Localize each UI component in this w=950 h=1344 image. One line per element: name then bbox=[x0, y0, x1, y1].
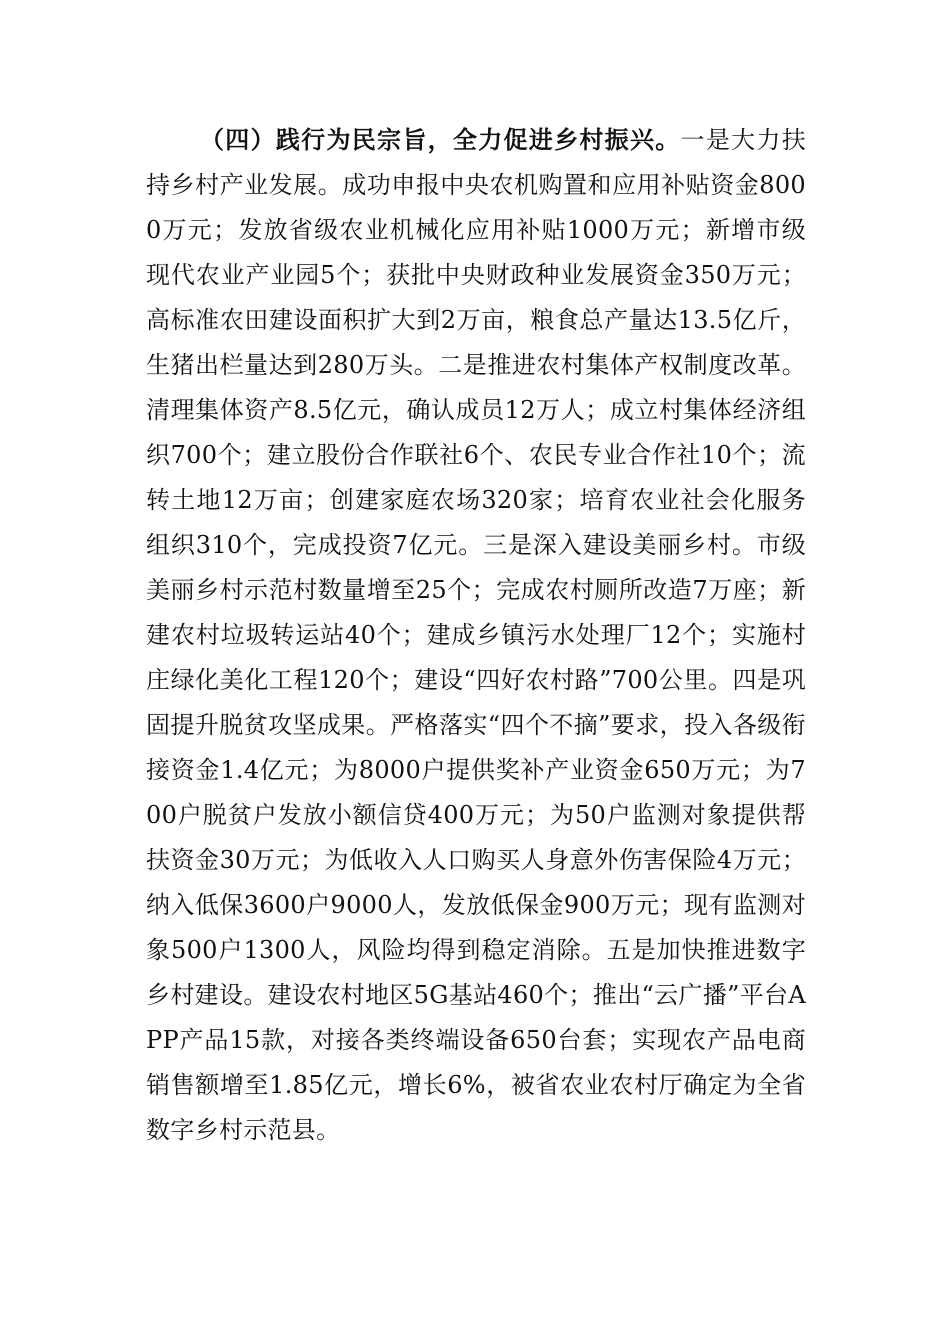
body-paragraph bbox=[146, 117, 806, 1153]
section-heading: （四）践行为民宗旨，全力促进乡村振兴。 bbox=[200, 125, 681, 154]
paragraph-text: 一是大力扶持乡村产业发展。成功申报中央农机购置和应用补贴资金8000万元；发放省级农业机械化应用补贴1000万元；新增市级现代农业产业园5个；获批中央财政种业发展资金350万元；高标准农田建设面积扩大到2万亩，粮食总产量达13.5亿斤，生猪出栏量达到280万头。二是推进农村集体产权制度改革。清理集体资产8.5亿元，确认成员12万人；成立村集体经济组织700个；建立股份合作联社6个、农民专业合作社10个；流转土地12万亩；创建家庭农场320家；培育农业社会化服务组织310个，完成投资7亿元。三是深入建设美丽乡村。市级美丽乡村示范村数量增至25个；完成农村厕所改造7万座；新建农村垃圾转运站40个；建成乡镇污水处理厂12个；实施村庄绿化美化工程120个；建设“四好农村路”700公里。四是巩固提升脱贫攻坚成果。严格落实“四个不摘”要求，投入各级衔接资金1.4亿元；为8000户提供奖补产业资金650万元；为700户脱贫户发放小额信贷400万元；为50户监测对象提供帮扶资金30万元；为低收入人口购买人身意外伤害保险4万元；纳入低保3600户9000人，发放低保金900万元；现有监测对象500户1300人，风险均得到稳定消除。五是加快推进数字乡村建设。建设农村地区5G基站460个；推出“云广播”平台APP产品15款，对接各类终端设备650台套；实现农产品电商销售额增至1.85亿元，增长6%，被省农业农村厅确定为全省数字乡村示范县。 bbox=[146, 126, 806, 1144]
